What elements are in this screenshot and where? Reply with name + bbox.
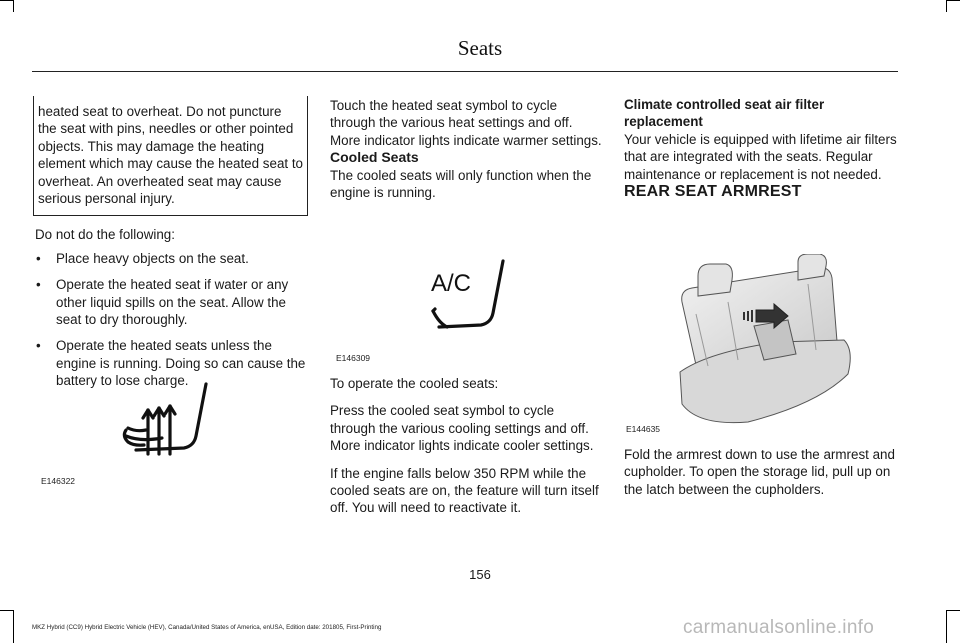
warning-text: heated seat to overheat. Do not puncture the seat with pins, needles or other pointed objects. This may damage the heating element which may cause the heated seat to overheat. An overheated seat may cause serious personal injury. [38, 104, 303, 207]
list-item: • Place heavy objects on the seat. [33, 250, 308, 267]
list-item: • Operate the heated seats unless the engine is running. Doing so can cause the battery to lose charge. [33, 337, 308, 389]
section-heading: REAR SEAT ARMREST [624, 183, 802, 201]
crop-mark [0, 0, 13, 1]
bullet-list [33, 250, 308, 390]
watermark: carmanualsonline.info [683, 617, 875, 638]
figure-label: E146309 [336, 353, 371, 363]
paragraph: To operate the cooled seats: [330, 376, 499, 391]
paragraph: Fold the armrest down to use the armrest and cupholder. To open the storage lid, pull up on the latch between the cupholders. [624, 447, 895, 497]
crop-mark [13, 0, 14, 12]
crop-mark [0, 610, 13, 611]
paragraph: The cooled seats will only function when the engine is running. [330, 167, 592, 201]
paragraph: Touch the heated seat symbol to cycle through the various heat settings and off. More indicator lights indicate warmer settings. [330, 98, 602, 148]
column-right [624, 96, 899, 200]
column-middle [330, 96, 602, 201]
figure-label: E144635 [626, 424, 661, 434]
page-number: 156 [469, 567, 491, 582]
header-divider [32, 71, 898, 72]
page-title: Seats [457, 36, 503, 60]
crop-mark [947, 610, 960, 611]
intro-text: Do not do the following: [35, 227, 175, 243]
section-heading: Cooled Seats [330, 149, 419, 166]
warning-box [33, 96, 308, 216]
subheading: Climate controlled seat air filter replacement [624, 97, 825, 130]
rear-seat-armrest-illustration [668, 254, 856, 430]
list-item: • Operate the heated seat if water or any other liquid spills on the seat. Allow the seat to dry thoroughly. [33, 276, 308, 328]
figure-label: E146322 [41, 476, 76, 486]
ac-icon-text: A/C [431, 270, 472, 297]
column-right-lower [624, 446, 899, 498]
column-left [33, 96, 308, 399]
crop-mark [946, 610, 947, 643]
crop-mark [946, 0, 960, 1]
paragraph: If the engine falls below 350 RPM while the cooled seats are on, the feature will turn itself off. You will need to reactivate it. [330, 465, 599, 516]
crop-mark [13, 610, 14, 643]
footer-text: MKZ Hybrid (CC9) Hybrid Electric Vehicle (HEV), Canada/United States of America, enUSA, Edition date: 201805, First-Printing [32, 624, 382, 631]
heated-seat-icon [118, 380, 213, 460]
paragraph: Press the cooled seat symbol to cycle through the various cooling settings and off. More indicator lights indicate cooler settings. [330, 403, 594, 454]
crop-mark [946, 0, 947, 12]
cooled-seat-ac-icon [425, 253, 515, 337]
column-middle-lower [330, 375, 602, 517]
paragraph: Your vehicle is equipped with lifetime air filters that are integrated with the seats. Regular maintenance or replacement is not needed. [624, 131, 897, 182]
